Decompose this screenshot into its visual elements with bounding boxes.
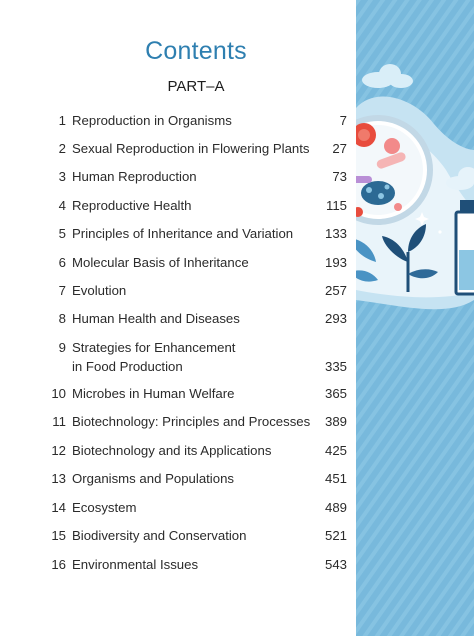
striped-panel <box>356 0 474 636</box>
chapter-title <box>72 526 322 545</box>
magnifier-icon <box>356 118 430 222</box>
chapter-title-line: Environmental Issues <box>72 557 199 572</box>
page-number: 543 <box>324 557 347 572</box>
page-number: 335 <box>324 359 347 374</box>
chapter-title-line: Biotechnology and its Applications <box>72 443 272 458</box>
chapter-title-line: Sexual Reproduction in Flowering Plants <box>72 141 310 156</box>
chapter-number: 11 <box>52 414 66 429</box>
chapter-title <box>72 309 322 328</box>
chapter-title <box>72 555 322 574</box>
chapter-number: 5 <box>58 226 66 241</box>
chapter-title <box>72 253 322 272</box>
page-number: 133 <box>324 226 347 241</box>
chapter-number: 7 <box>58 283 66 298</box>
chapter-title <box>72 469 322 488</box>
chapter-number: 6 <box>58 255 66 270</box>
page-number: 193 <box>324 255 347 270</box>
chapter-title-line: Molecular Basis of Inheritance <box>72 255 249 270</box>
page-number: 489 <box>324 500 347 515</box>
chapter-number: 13 <box>51 471 66 486</box>
page-number: 73 <box>332 169 347 184</box>
chapter-number: 1 <box>58 113 66 128</box>
page-number: 365 <box>324 386 347 401</box>
chapter-title-line: Reproductive Health <box>72 198 192 213</box>
page-number: 115 <box>325 198 347 213</box>
chapter-number: 2 <box>58 141 66 156</box>
chapter-number: 8 <box>58 311 66 326</box>
chapter-title-line: Organisms and Populations <box>72 471 235 486</box>
page-number: 521 <box>324 528 347 543</box>
page-title: Contents <box>145 37 247 65</box>
chapter-title <box>72 139 322 158</box>
chapter-title <box>72 167 322 186</box>
page-number: 257 <box>324 283 347 298</box>
chapter-title <box>72 196 322 215</box>
chapter-number: 10 <box>51 386 66 401</box>
chapter-title-line: Biotechnology: Principles and Processes <box>72 414 311 429</box>
cover-illustration <box>356 0 474 636</box>
chapter-title <box>72 412 322 431</box>
chapter-number: 4 <box>58 198 66 213</box>
part-heading: PART–A <box>167 78 225 95</box>
chapter-number: 9 <box>58 340 66 355</box>
chapter-number: 14 <box>51 500 66 515</box>
chapter-title-line: Strategies for Enhancement <box>72 340 236 355</box>
chapter-title-line: Ecosystem <box>72 500 137 515</box>
chapter-number: 16 <box>51 557 66 572</box>
page-number: 425 <box>324 443 347 458</box>
chapter-title <box>72 441 322 460</box>
chapter-title <box>72 111 322 130</box>
chapter-title-line: Human Reproduction <box>72 169 197 184</box>
chapter-title-line: Evolution <box>72 283 127 298</box>
chapter-title <box>72 498 322 517</box>
chapter-title-line: Human Health and Diseases <box>72 311 240 326</box>
chapter-title-line: Microbes in Human Welfare <box>72 386 235 401</box>
page-number: 293 <box>324 311 347 326</box>
chapter-title <box>72 281 322 300</box>
chapter-title <box>72 338 322 376</box>
chapter-title <box>72 224 322 243</box>
chapter-number: 12 <box>51 443 66 458</box>
chapter-title-line: Reproduction in Organisms <box>72 113 232 128</box>
page-number: 451 <box>324 471 347 486</box>
chapter-number: 3 <box>58 169 66 184</box>
chapter-title <box>72 384 322 403</box>
chapter-title-line: in Food Production <box>72 359 183 374</box>
chapter-title-line: Biodiversity and Conservation <box>72 528 247 543</box>
page-number: 389 <box>324 414 347 429</box>
chapter-title-line: Principles of Inheritance and Variation <box>72 226 294 241</box>
flask-icon <box>456 200 474 294</box>
chapter-number: 15 <box>51 528 66 543</box>
page-number: 7 <box>339 113 347 128</box>
page-number: 27 <box>332 141 347 156</box>
